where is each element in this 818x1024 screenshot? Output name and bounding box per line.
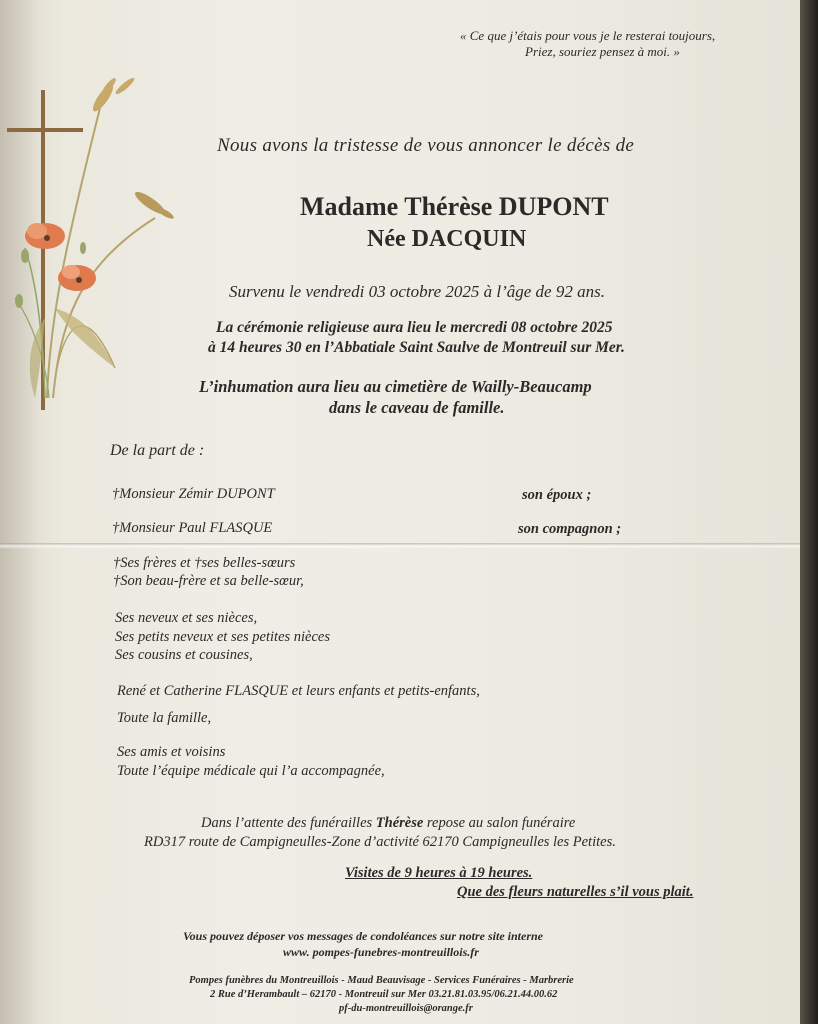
family-flasque-line: René et Catherine FLASQUE et leurs enfants et petits-enfants, bbox=[117, 683, 480, 699]
family-nephews-line-1: Ses neveux et ses nièces, bbox=[115, 610, 258, 626]
funeral-home-address: RD317 route de Campigneulles-Zone d’activité 62170 Campigneulles les Petites. bbox=[144, 834, 616, 850]
footer-email: pf-du-montreuillois@orange.fr bbox=[339, 1003, 473, 1014]
friends-line: Ses amis et voisins bbox=[117, 744, 226, 760]
rest-suffix: repose au salon funéraire bbox=[423, 815, 576, 831]
rest-prefix: Dans l’attente des funérailles bbox=[201, 815, 376, 831]
poppy-bud bbox=[15, 294, 23, 308]
poppy-flower-2 bbox=[58, 265, 96, 291]
cross-horizontal bbox=[7, 128, 83, 132]
announcement-intro: Nous avons la tristesse de vous annoncer le décès de bbox=[217, 135, 635, 156]
burial-line-1: L’inhumation aura lieu au cimetière de Wailly-Beaucamp bbox=[199, 377, 592, 396]
quote-line-2: Priez, souriez pensez à moi. » bbox=[525, 44, 680, 59]
wheat-ear-right bbox=[132, 189, 175, 221]
family-siblings-line-1: †Ses frères et †ses belles-sœurs bbox=[113, 555, 296, 571]
poppy-bud bbox=[21, 249, 29, 263]
table-background-edge bbox=[800, 0, 818, 1024]
funeral-home-line-1 bbox=[201, 815, 575, 832]
condolences-website: www. pompes-funebres-montreuillois.fr bbox=[283, 945, 479, 959]
poppy-bud bbox=[80, 242, 86, 254]
ceremony-line-2: à 14 heures 30 en l’Abbatiale Saint Saulve de Montreuil sur Mer. bbox=[208, 339, 625, 356]
family-cousins-line: Ses cousins et cousines, bbox=[115, 647, 253, 663]
family-siblings-line-2: †Son beau-frère et sa belle-sœur, bbox=[113, 573, 304, 589]
deceased-maiden-name: Née DACQUIN bbox=[367, 226, 527, 252]
medical-team-line: Toute l’équipe médicale qui l’a accompagnée, bbox=[117, 763, 385, 779]
family-nephews-line-2: Ses petits neveux et ses petites nièces bbox=[115, 629, 331, 645]
relative-name: †Monsieur Zémir DUPONT bbox=[112, 486, 275, 502]
poppy-flower-1 bbox=[25, 223, 65, 249]
visiting-hours: Visites de 9 heures à 19 heures. bbox=[345, 865, 533, 881]
paper-fold bbox=[0, 543, 800, 549]
relative-role: son époux ; bbox=[522, 487, 592, 503]
footer-company: Pompes funèbres du Montreuillois - Maud Beauvisage - Services Funéraires - Marbrerie bbox=[189, 975, 574, 986]
cross-poppy-wheat-illustration bbox=[5, 68, 185, 418]
rest-name: Thérèse bbox=[375, 815, 424, 831]
ceremony-line-1: La cérémonie religieuse aura lieu le mercredi 08 octobre 2025 bbox=[216, 319, 613, 336]
family-all-line: Toute la famille, bbox=[117, 710, 212, 726]
from-label: De la part de : bbox=[110, 442, 205, 459]
deceased-name: Madame Thérèse DUPONT bbox=[300, 192, 609, 221]
condolences-line: Vous pouvez déposer vos messages de condoléances sur notre site interne bbox=[183, 929, 543, 943]
footer-address: 2 Rue d’Herambault – 62170 - Montreuil sur Mer 03.21.81.03.95/06.21.44.00.62 bbox=[210, 989, 558, 1000]
quote-line-1: « Ce que j’étais pour vous je le resterai toujours, bbox=[460, 28, 716, 43]
relative-role: son compagnon ; bbox=[518, 521, 622, 537]
wheat-ear bbox=[90, 76, 136, 114]
flowers-request: Que des fleurs naturelles s’il vous plait. bbox=[457, 884, 694, 900]
burial-line-2: dans le caveau de famille. bbox=[329, 398, 505, 417]
death-date: Survenu le vendredi 03 octobre 2025 à l’âge de 92 ans. bbox=[229, 282, 605, 301]
relative-name: †Monsieur Paul FLASQUE bbox=[112, 520, 273, 536]
